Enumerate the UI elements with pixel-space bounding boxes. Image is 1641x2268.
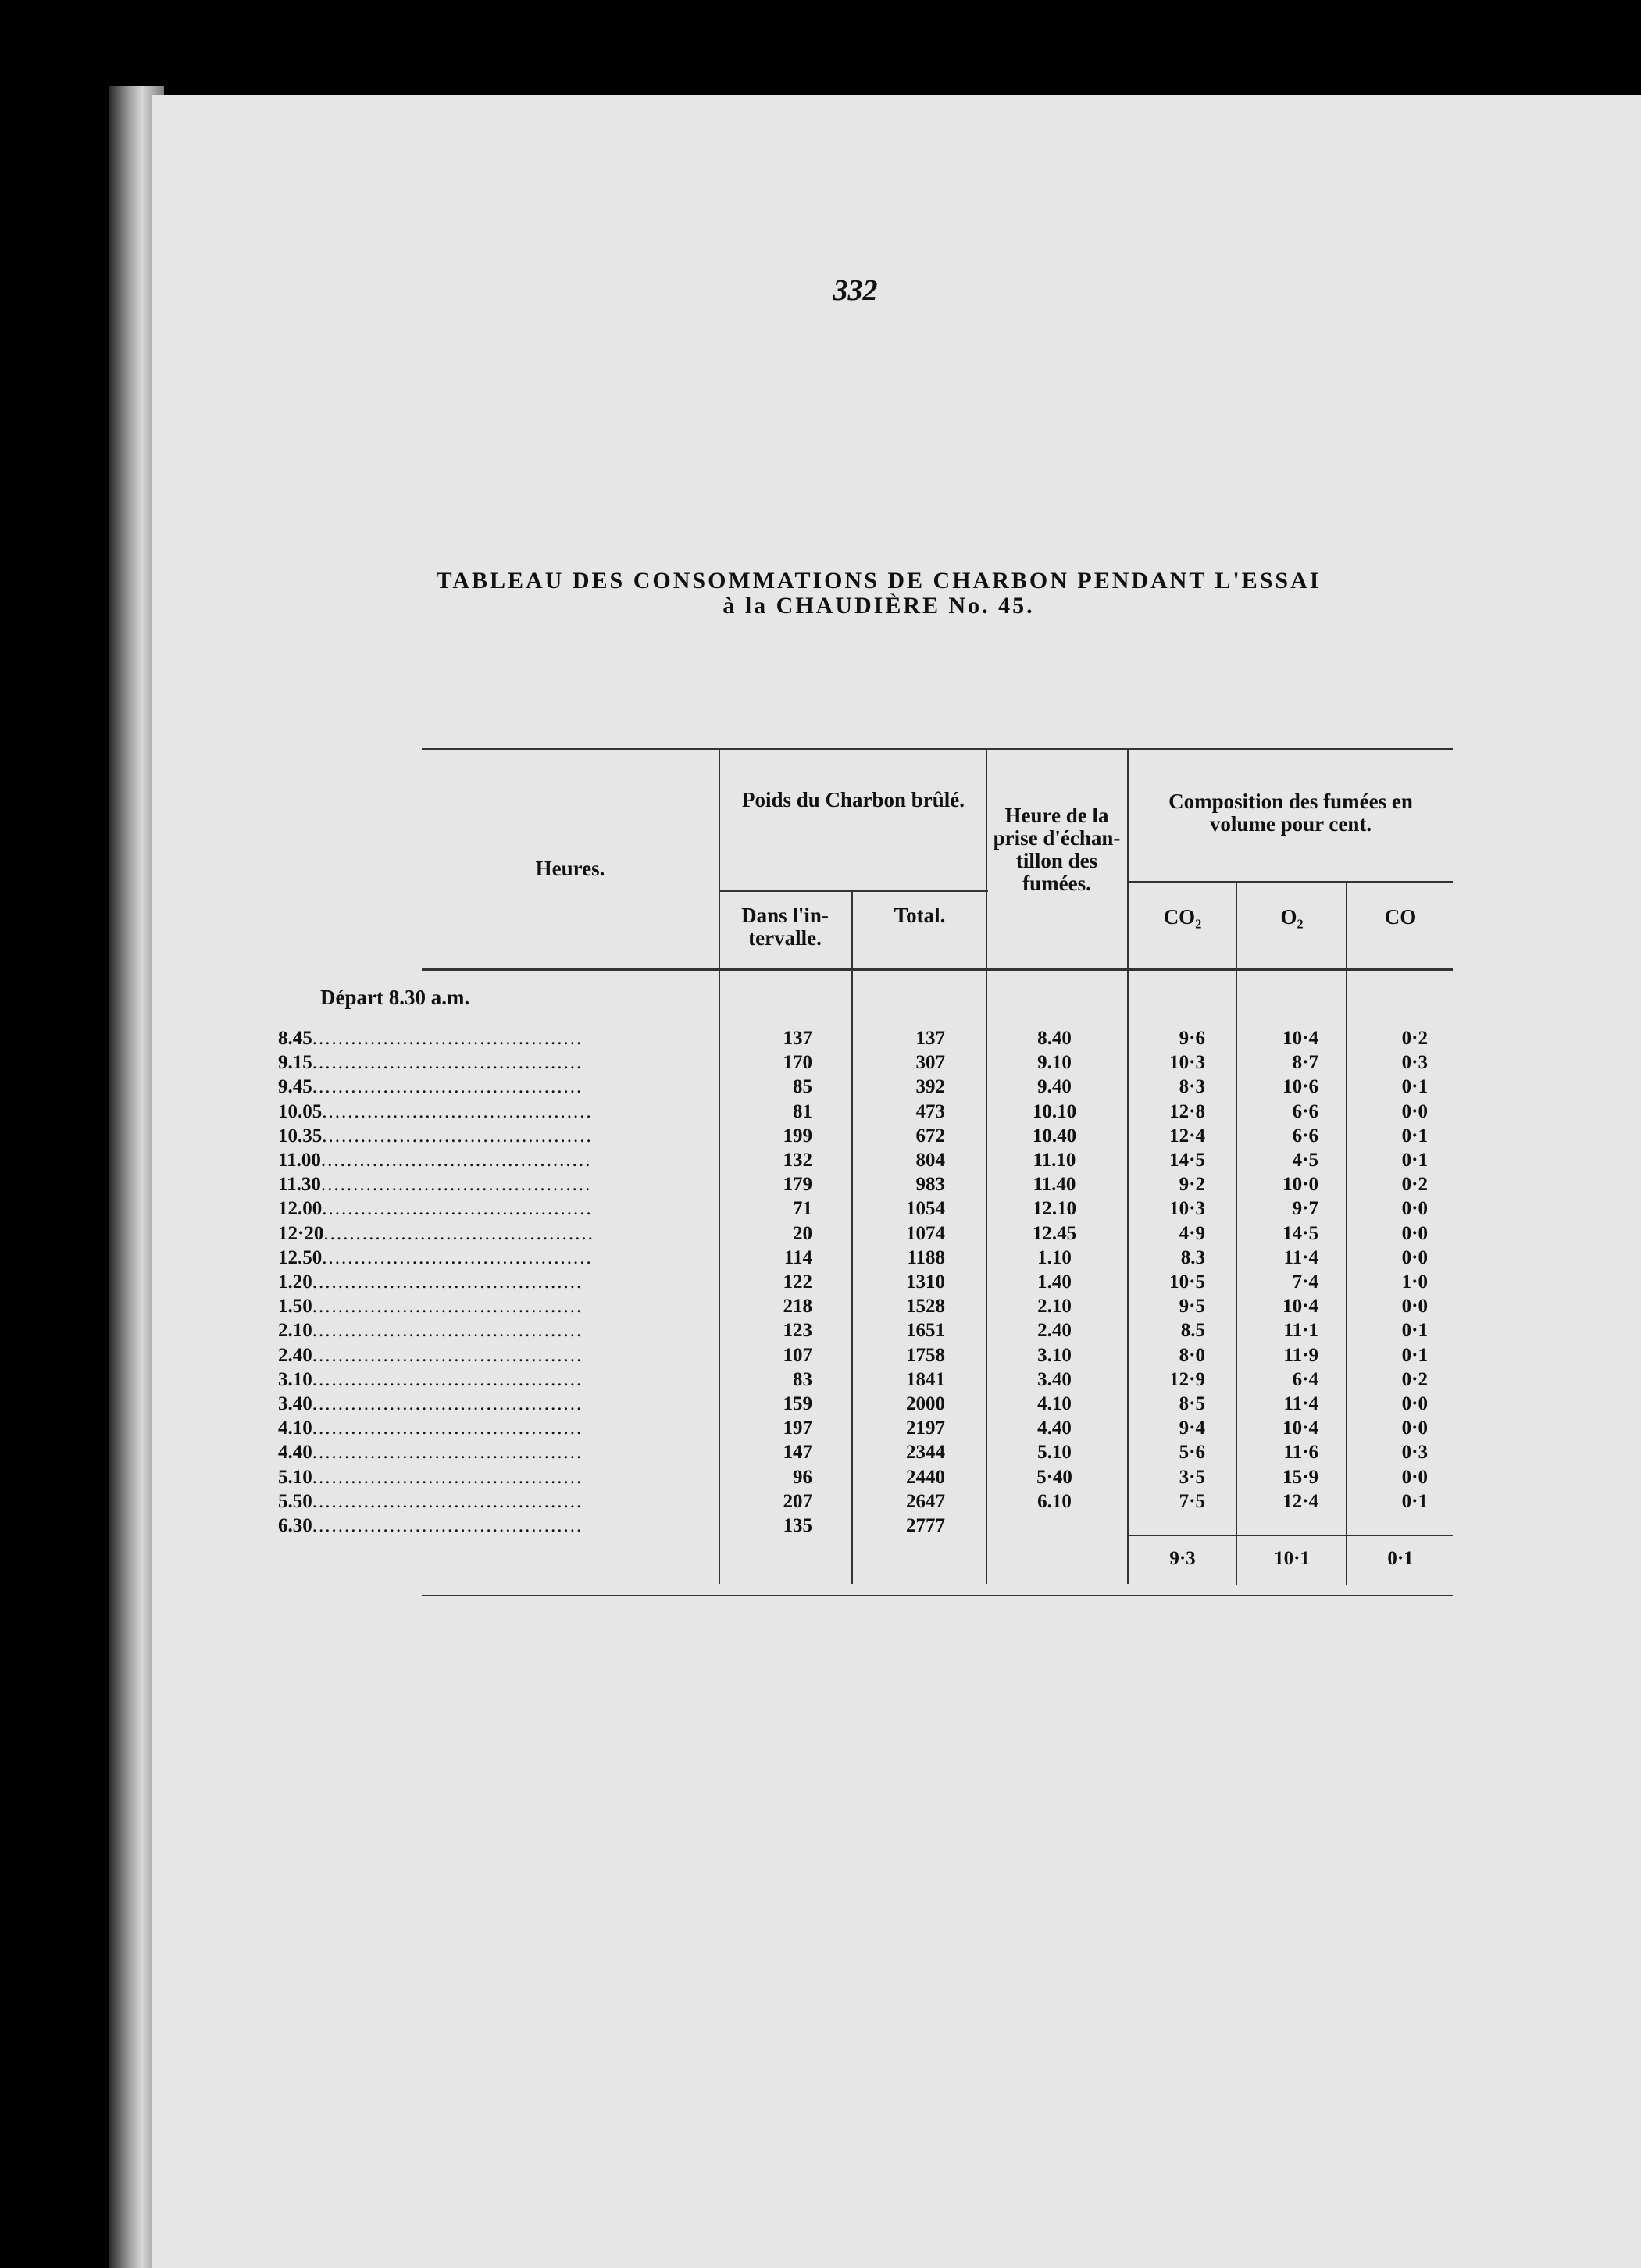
header-total: Total. bbox=[894, 904, 946, 927]
cell-o2: 11·9 bbox=[1283, 1344, 1318, 1366]
cell-co2: 8·0 bbox=[1179, 1344, 1205, 1366]
header-co2: CO₂ bbox=[1163, 905, 1202, 929]
heure-value: 4.10 bbox=[278, 1418, 312, 1439]
heure-value: 4.40 bbox=[278, 1442, 312, 1464]
header-o2: O₂ bbox=[1280, 905, 1304, 929]
cell-total: 2344 bbox=[906, 1442, 945, 1464]
cell-heure bbox=[278, 1294, 583, 1318]
cell-total: 1528 bbox=[906, 1296, 945, 1318]
cell-co: 0·2 bbox=[1401, 1028, 1428, 1049]
avg-co: 0·1 bbox=[1387, 1548, 1414, 1569]
leader-dots: .......................................... bbox=[312, 1466, 583, 1488]
cell-o2: 10·4 bbox=[1282, 1418, 1318, 1439]
cell-co2: 10·3 bbox=[1169, 1052, 1205, 1074]
cell-co2: 8·5 bbox=[1179, 1393, 1205, 1414]
heure-value: 12·20 bbox=[278, 1222, 324, 1244]
cell-o2: 11·4 bbox=[1283, 1393, 1318, 1414]
avg-o2: 10·1 bbox=[1274, 1548, 1310, 1569]
cell-co2: 8.3 bbox=[1180, 1246, 1205, 1268]
cell-o2: 10·0 bbox=[1282, 1174, 1318, 1196]
cell-interval: 218 bbox=[783, 1296, 812, 1318]
cell-co2: 14·5 bbox=[1169, 1150, 1205, 1171]
leader-dots: .......................................... bbox=[312, 1515, 583, 1536]
cell-co2: 9·6 bbox=[1179, 1028, 1205, 1049]
cell-heure bbox=[278, 1465, 583, 1489]
cell-total: 672 bbox=[915, 1125, 945, 1146]
cell-co: 0·2 bbox=[1401, 1174, 1428, 1196]
cell-interval: 159 bbox=[783, 1393, 812, 1414]
cell-co2: 5·6 bbox=[1179, 1442, 1205, 1464]
heure-value: 5.10 bbox=[278, 1466, 312, 1488]
header-bottom-rule bbox=[422, 968, 1453, 971]
cell-heure bbox=[278, 1368, 583, 1392]
leader-dots: .......................................... bbox=[312, 1052, 583, 1074]
cell-total: 804 bbox=[915, 1150, 945, 1171]
page-number: 332 bbox=[833, 274, 878, 307]
cell-heure bbox=[278, 1416, 583, 1440]
title-line-2: à la CHAUDIÈRE No. 45. bbox=[722, 593, 1035, 619]
cell-o2: 11·1 bbox=[1283, 1320, 1318, 1342]
cell-o2: 10·6 bbox=[1282, 1076, 1318, 1098]
heure-value: 5.50 bbox=[278, 1490, 312, 1512]
cell-interval: 20 bbox=[793, 1222, 812, 1244]
cell-prise: 8.40 bbox=[1037, 1028, 1072, 1049]
cell-co: 0·0 bbox=[1401, 1246, 1428, 1268]
cell-heure bbox=[278, 1172, 592, 1196]
heure-value: 1.50 bbox=[278, 1296, 312, 1318]
cell-o2: 4·5 bbox=[1292, 1150, 1318, 1171]
cell-prise: 4.40 bbox=[1037, 1418, 1072, 1439]
cell-co2: 8·3 bbox=[1179, 1076, 1205, 1098]
cell-total: 2440 bbox=[906, 1466, 945, 1488]
table-bottom-rule bbox=[422, 1595, 1453, 1596]
cell-prise: 3.10 bbox=[1037, 1344, 1072, 1366]
cell-co2: 10·3 bbox=[1169, 1198, 1205, 1220]
cell-heure bbox=[278, 1343, 583, 1368]
cell-total: 1074 bbox=[906, 1222, 945, 1244]
leader-dots: .......................................... bbox=[322, 1198, 593, 1220]
cell-o2: 9·7 bbox=[1292, 1198, 1318, 1220]
cell-o2: 10·4 bbox=[1282, 1028, 1318, 1049]
heure-value: 12.50 bbox=[278, 1246, 323, 1268]
heure-value: 1.20 bbox=[278, 1271, 312, 1293]
cell-o2: 11·4 bbox=[1283, 1246, 1318, 1268]
cell-co: 0·0 bbox=[1401, 1198, 1428, 1220]
table-title bbox=[312, 569, 1445, 619]
cell-total: 2000 bbox=[906, 1393, 945, 1414]
cell-o2: 7·4 bbox=[1292, 1271, 1318, 1293]
cell-heure bbox=[278, 1489, 583, 1514]
cell-co2: 12·8 bbox=[1169, 1100, 1205, 1122]
table-top-rule bbox=[422, 748, 1453, 750]
leader-dots: .......................................... bbox=[312, 1320, 583, 1342]
average-rule bbox=[1129, 1535, 1453, 1536]
leader-dots: .......................................... bbox=[312, 1393, 583, 1414]
header-heures: Heures. bbox=[535, 857, 605, 880]
cell-o2: 12·4 bbox=[1282, 1490, 1318, 1512]
heure-value: 12.00 bbox=[278, 1198, 323, 1220]
col-divider-interval bbox=[851, 892, 853, 1584]
cell-interval: 137 bbox=[783, 1028, 812, 1049]
cell-total: 2647 bbox=[906, 1490, 945, 1512]
cell-co: 1·0 bbox=[1401, 1271, 1428, 1293]
heure-value: 10.05 bbox=[278, 1100, 323, 1122]
cell-heure bbox=[278, 1440, 583, 1464]
cell-total: 2197 bbox=[906, 1418, 945, 1439]
cell-co: 0·1 bbox=[1401, 1076, 1428, 1098]
cell-co2: 9·4 bbox=[1179, 1418, 1205, 1439]
cell-interval: 123 bbox=[783, 1320, 812, 1342]
heure-value: 9.45 bbox=[278, 1076, 312, 1098]
leader-dots: .......................................... bbox=[312, 1296, 583, 1318]
leader-dots: .......................................... bbox=[320, 1174, 592, 1196]
cell-co2: 9·5 bbox=[1179, 1296, 1205, 1318]
cell-interval: 197 bbox=[783, 1418, 812, 1439]
header-co: CO bbox=[1384, 905, 1417, 929]
leader-dots: .......................................... bbox=[323, 1222, 594, 1244]
cell-interval: 71 bbox=[793, 1198, 812, 1220]
cell-prise: 12.45 bbox=[1032, 1222, 1077, 1244]
cell-total: 1054 bbox=[906, 1198, 945, 1220]
header-composition-group: Composition des fumées en volume pour cent. bbox=[1168, 790, 1413, 836]
cell-total: 137 bbox=[915, 1028, 945, 1049]
cell-heure bbox=[278, 1318, 583, 1343]
cell-interval: 81 bbox=[793, 1100, 812, 1122]
cell-prise: 9.10 bbox=[1037, 1052, 1072, 1074]
header-dans-intervalle: Dans l'in-tervalle. bbox=[741, 904, 829, 950]
col-divider-heures bbox=[719, 750, 720, 1584]
cell-co2: 12·4 bbox=[1169, 1125, 1205, 1146]
cell-interval: 114 bbox=[783, 1246, 812, 1268]
cell-interval: 132 bbox=[783, 1150, 812, 1171]
heure-value: 8.45 bbox=[278, 1028, 312, 1049]
leader-dots: .......................................... bbox=[312, 1442, 583, 1464]
avg-co2: 9·3 bbox=[1169, 1548, 1196, 1569]
cell-prise: 2.10 bbox=[1037, 1296, 1072, 1318]
cell-co2: 12·9 bbox=[1169, 1368, 1205, 1390]
heure-value: 10.35 bbox=[278, 1125, 323, 1146]
cell-co: 0·0 bbox=[1401, 1222, 1428, 1244]
cell-prise: 9.40 bbox=[1037, 1076, 1072, 1098]
cell-interval: 207 bbox=[783, 1490, 812, 1512]
cell-prise: 10.10 bbox=[1032, 1100, 1077, 1122]
cell-co: 0·2 bbox=[1401, 1368, 1428, 1390]
cell-heure bbox=[278, 1392, 583, 1416]
cell-heure bbox=[278, 1075, 583, 1099]
cell-heure bbox=[278, 1196, 593, 1221]
cell-interval: 107 bbox=[783, 1344, 812, 1366]
leader-dots: .......................................... bbox=[312, 1028, 583, 1049]
cell-co: 0·1 bbox=[1401, 1125, 1428, 1146]
cell-heure bbox=[278, 1514, 583, 1538]
cell-prise: 10.40 bbox=[1032, 1125, 1077, 1146]
cell-co2: 4·9 bbox=[1179, 1222, 1205, 1244]
cell-co2: 9·2 bbox=[1179, 1174, 1205, 1196]
heure-value: 3.40 bbox=[278, 1393, 312, 1414]
leader-dots: .......................................... bbox=[322, 1125, 593, 1146]
col-divider-o2 bbox=[1346, 883, 1347, 1585]
cell-total: 2777 bbox=[906, 1515, 945, 1536]
leader-dots: .......................................... bbox=[312, 1368, 583, 1390]
cell-prise: 3.40 bbox=[1037, 1368, 1072, 1390]
cell-total: 307 bbox=[915, 1052, 945, 1074]
col-divider-co2 bbox=[1236, 883, 1237, 1585]
heure-value: 6.30 bbox=[278, 1515, 312, 1536]
cell-o2: 6·4 bbox=[1292, 1368, 1318, 1390]
heure-value: 2.40 bbox=[278, 1344, 312, 1366]
cell-heure bbox=[278, 1050, 583, 1075]
leader-dots: .......................................... bbox=[312, 1076, 583, 1098]
cell-co: 0·0 bbox=[1401, 1466, 1428, 1488]
cell-co: 0·3 bbox=[1401, 1442, 1428, 1464]
leader-dots: .......................................... bbox=[312, 1344, 583, 1366]
cell-prise: 4.10 bbox=[1037, 1393, 1072, 1414]
cell-prise: 5·40 bbox=[1036, 1466, 1072, 1488]
depart-label: Départ 8.30 a.m. bbox=[320, 986, 470, 1009]
heure-value: 11.00 bbox=[278, 1150, 321, 1171]
cell-heure bbox=[278, 1124, 593, 1148]
composition-group-rule bbox=[1129, 881, 1453, 883]
cell-o2: 6·6 bbox=[1292, 1100, 1318, 1122]
cell-prise: 1.40 bbox=[1037, 1271, 1072, 1293]
cell-o2: 11·6 bbox=[1283, 1442, 1318, 1464]
cell-heure bbox=[278, 1148, 592, 1172]
cell-co: 0·0 bbox=[1401, 1393, 1428, 1414]
heure-value: 9.15 bbox=[278, 1052, 312, 1074]
cell-co2: 10·5 bbox=[1169, 1271, 1205, 1293]
cell-prise: 2.40 bbox=[1037, 1320, 1072, 1342]
cell-prise: 6.10 bbox=[1037, 1490, 1072, 1512]
title-line-1: TABLEAU DES CONSOMMATIONS DE CHARBON PENDANT L'ESSAI bbox=[436, 568, 1322, 594]
cell-prise: 5.10 bbox=[1037, 1442, 1072, 1464]
heure-value: 2.10 bbox=[278, 1320, 312, 1342]
cell-o2: 14·5 bbox=[1282, 1222, 1318, 1244]
cell-heure bbox=[278, 1246, 593, 1270]
cell-co2: 8.5 bbox=[1180, 1320, 1205, 1342]
cell-total: 983 bbox=[915, 1174, 945, 1196]
cell-interval: 179 bbox=[783, 1174, 812, 1196]
header-poids-group: Poids du Charbon brûlé. bbox=[741, 788, 965, 811]
cell-total: 1841 bbox=[906, 1368, 945, 1390]
cell-heure bbox=[278, 1270, 583, 1294]
cell-co2: 7·5 bbox=[1179, 1490, 1205, 1512]
cell-co: 0·1 bbox=[1401, 1344, 1428, 1366]
cell-heure bbox=[278, 1221, 594, 1246]
cell-co: 0·1 bbox=[1401, 1490, 1428, 1512]
cell-interval: 85 bbox=[793, 1076, 812, 1098]
cell-co: 0·1 bbox=[1401, 1150, 1428, 1171]
cell-o2: 8·7 bbox=[1292, 1052, 1318, 1074]
cell-interval: 135 bbox=[783, 1515, 812, 1536]
cell-interval: 83 bbox=[793, 1368, 812, 1390]
cell-o2: 6·6 bbox=[1292, 1125, 1318, 1146]
cell-total: 473 bbox=[915, 1100, 945, 1122]
leader-dots: .......................................... bbox=[312, 1271, 583, 1293]
cell-interval: 170 bbox=[783, 1052, 812, 1074]
cell-co: 0·0 bbox=[1401, 1418, 1428, 1439]
leader-dots: .......................................... bbox=[322, 1246, 593, 1268]
leader-dots: .......................................... bbox=[312, 1418, 583, 1439]
header-heure-prise: Heure de la prise d'échan-tillon des fumées. bbox=[993, 804, 1121, 895]
cell-interval: 122 bbox=[783, 1271, 812, 1293]
cell-total: 392 bbox=[915, 1076, 945, 1098]
cell-interval: 147 bbox=[783, 1442, 812, 1464]
cell-co: 0·3 bbox=[1401, 1052, 1428, 1074]
heure-value: 3.10 bbox=[278, 1368, 312, 1390]
heure-value: 11.30 bbox=[278, 1174, 321, 1196]
col-divider-total bbox=[986, 750, 987, 1584]
cell-interval: 199 bbox=[783, 1125, 812, 1146]
cell-heure bbox=[278, 1100, 593, 1124]
col-divider-prise bbox=[1127, 750, 1129, 1584]
cell-prise: 12.10 bbox=[1032, 1198, 1077, 1220]
leader-dots: .......................................... bbox=[322, 1100, 593, 1122]
cell-total: 1310 bbox=[906, 1271, 945, 1293]
cell-total: 1758 bbox=[906, 1344, 945, 1366]
cell-interval: 96 bbox=[793, 1466, 812, 1488]
cell-co: 0·0 bbox=[1401, 1100, 1428, 1122]
cell-co: 0·1 bbox=[1401, 1320, 1428, 1342]
cell-total: 1188 bbox=[907, 1246, 945, 1268]
poids-group-rule bbox=[720, 890, 988, 892]
cell-heure bbox=[278, 1026, 583, 1050]
leader-dots: .......................................... bbox=[320, 1150, 592, 1171]
cell-o2: 15·9 bbox=[1282, 1466, 1318, 1488]
cell-co: 0·0 bbox=[1401, 1296, 1428, 1318]
cell-co2: 3·5 bbox=[1179, 1466, 1205, 1488]
cell-total: 1651 bbox=[906, 1320, 945, 1342]
cell-prise: 1.10 bbox=[1037, 1246, 1072, 1268]
cell-o2: 10·4 bbox=[1282, 1296, 1318, 1318]
cell-prise: 11.10 bbox=[1033, 1150, 1076, 1171]
leader-dots: .......................................... bbox=[312, 1490, 583, 1512]
cell-prise: 11.40 bbox=[1033, 1174, 1076, 1196]
